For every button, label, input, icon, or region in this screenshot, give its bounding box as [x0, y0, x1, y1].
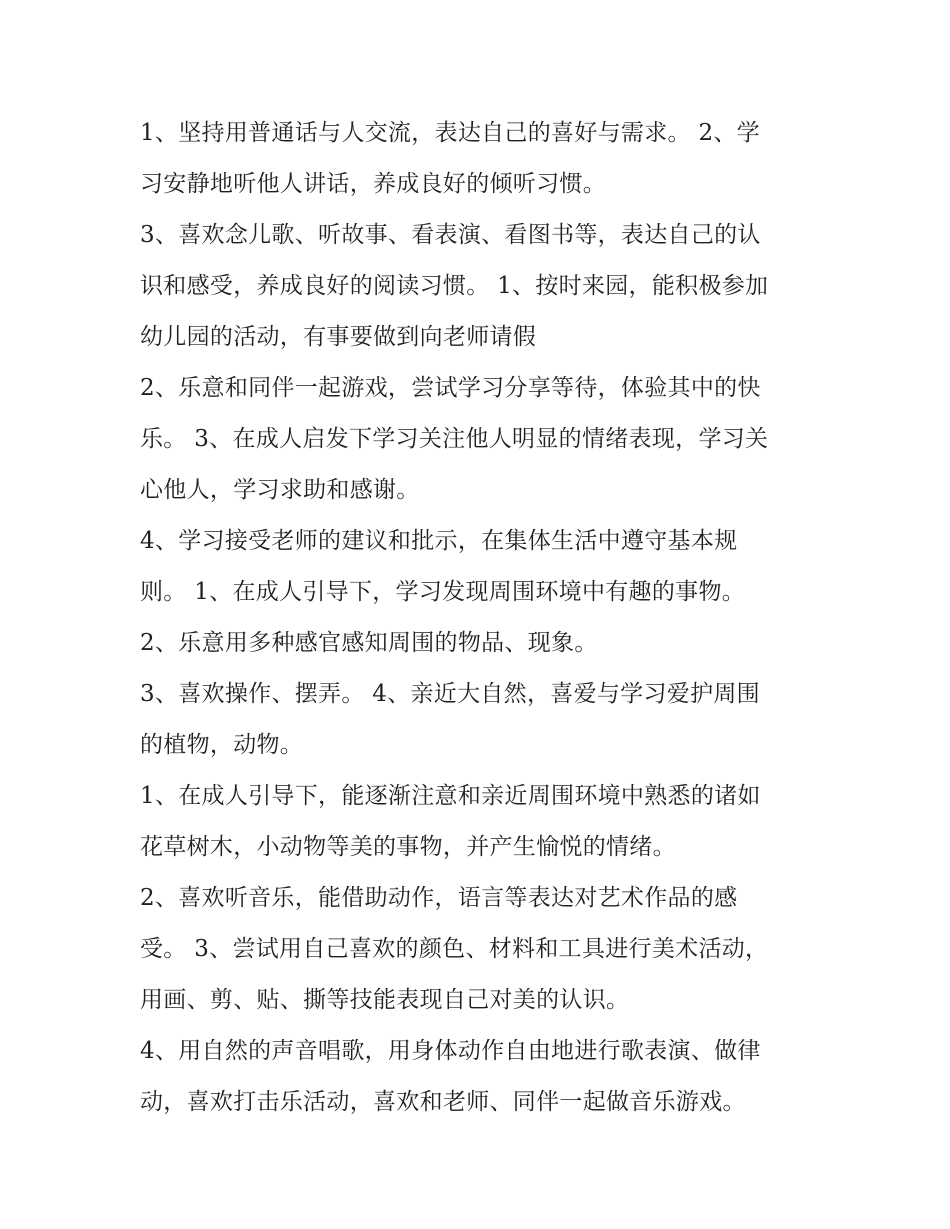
text-line: 习安静地听他人讲话，养成良好的倾听习惯。	[140, 171, 606, 197]
text-line: 1、坚持用普通话与人交流，表达自己的喜好与需求。 2、学	[140, 120, 760, 146]
text-line: 的植物，动物。	[140, 732, 304, 758]
text-line: 用画、剪、贴、撕等技能表现自己对美的认识。	[140, 987, 630, 1013]
text-line: 动，喜欢打击乐活动，喜欢和老师、同伴一起做音乐游戏。	[140, 1089, 746, 1115]
text-line: 2、乐意和同伴一起游戏，尝试学习分享等待，体验其中的快	[140, 375, 761, 401]
text-line: 1、在成人引导下，能逐渐注意和亲近周围环境中熟悉的诸如	[140, 783, 761, 809]
text-line: 受。 3、尝试用自己喜欢的颜色、材料和工具进行美术活动，	[140, 936, 769, 962]
text-line: 3、喜欢操作、摆弄。 4、亲近大自然，喜爱与学习爱护周围	[140, 681, 760, 707]
text-line: 心他人，学习求助和感谢。	[140, 477, 420, 503]
text-line: 花草树木，小动物等美的事物，并产生愉悦的情绪。	[140, 834, 676, 860]
text-line: 识和感受，养成良好的阅读习惯。 1、按时来园，能积极参加	[140, 273, 769, 299]
text-line: 则。 1、在成人引导下，学习发现周围环境中有趣的事物。	[140, 579, 746, 605]
text-line: 3、喜欢念儿歌、听故事、看表演、看图书等，表达自己的认	[140, 222, 761, 248]
text-line: 乐。 3、在成人启发下学习关注他人明显的情绪表现，学习关	[140, 426, 769, 452]
document-body	[140, 108, 820, 1128]
text-line: 幼儿园的活动，有事要做到向老师请假	[140, 324, 537, 350]
text-line: 2、喜欢听音乐，能借助动作，语言等表达对艺术作品的感	[140, 885, 738, 911]
text-line: 2、乐意用多种感官感知周围的物品、现象。	[140, 630, 598, 656]
text-line: 4、用自然的声音唱歌，用身体动作自由地进行歌表演、做律	[140, 1038, 761, 1064]
text-line: 4、学习接受老师的建议和批示，在集体生活中遵守基本规	[140, 528, 738, 554]
